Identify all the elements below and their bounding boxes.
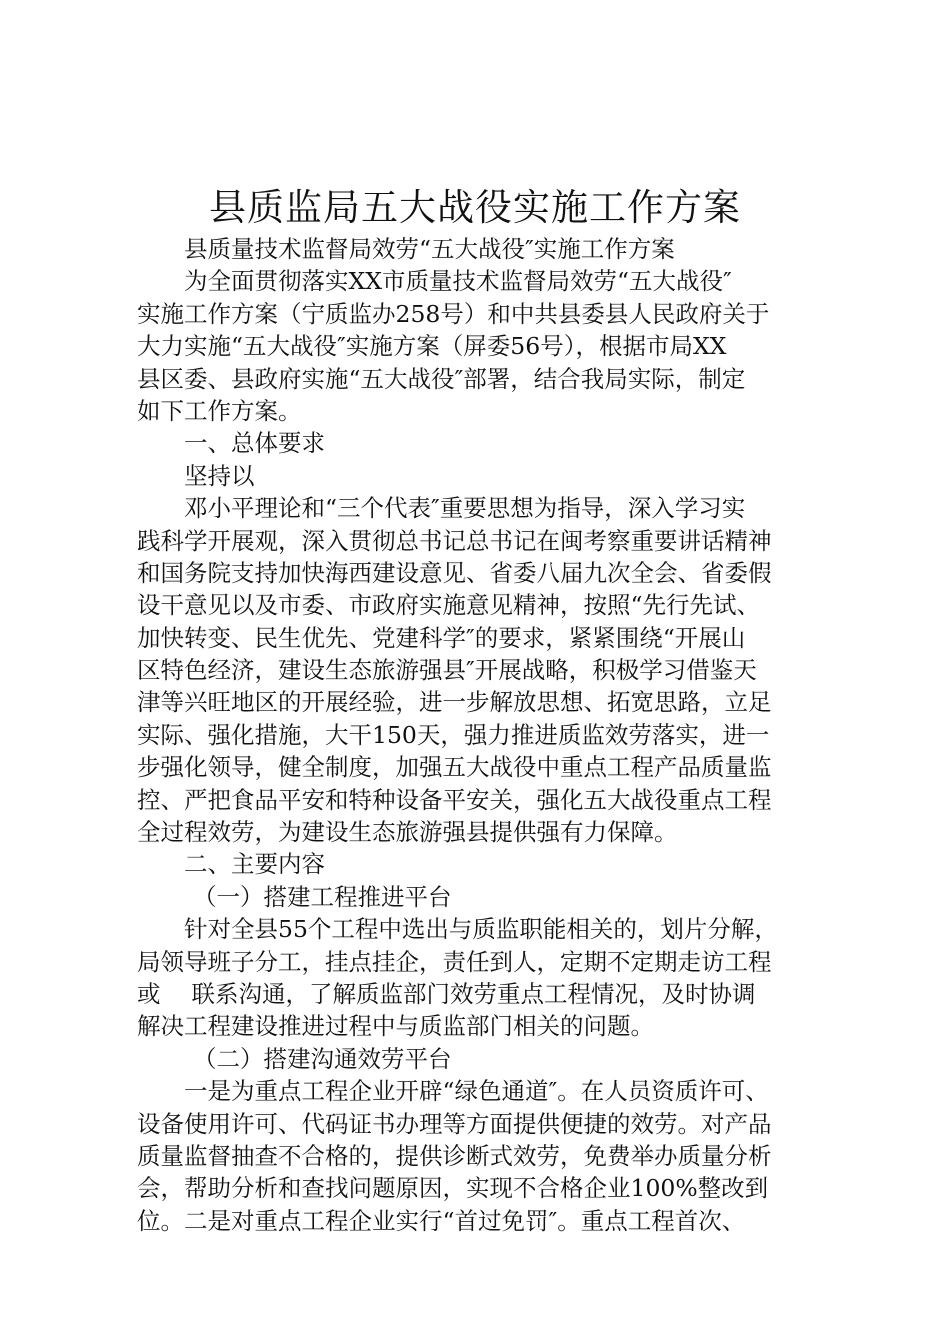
paragraph-line: 县质量技术监督局效劳“五大战役″实施工作方案 bbox=[184, 235, 675, 263]
subsection-heading: （一）搭建工程推进平台 bbox=[193, 882, 452, 911]
paragraph-line: 如下工作方案。 bbox=[137, 396, 302, 425]
paragraph-line: 坚持以 bbox=[184, 461, 255, 490]
paragraph-line: 加快转变、民生优先、党建科学″的要求，紧紧围绕“开展山 bbox=[137, 623, 746, 652]
paragraph-line: 践科学开展观，深入贯彻总书记总书记在闽考察重要讲话精神 bbox=[137, 526, 772, 555]
document-title: 县质监局五大战役实施工作方案 bbox=[209, 186, 741, 229]
paragraph-line: 区特色经济，建设生态旅游强县″开展战略，积极学习借鉴天 bbox=[137, 656, 757, 685]
paragraph-line: 或 联系沟通，了解质监部门效劳重点工程情况，及时协调 bbox=[137, 979, 756, 1008]
paragraph-line: 津等兴旺地区的开展经验，进一步解放思想、拓宽思路，立足 bbox=[137, 688, 772, 717]
paragraph-line: 县区委、县政府实施“五大战役″部署，结合我局实际，制定 bbox=[137, 364, 746, 393]
paragraph-line: 全过程效劳，为建设生态旅游强县提供强有力保障。 bbox=[137, 818, 678, 847]
paragraph-line: 为全面贯彻落实XX市质量技术监督局效劳“五大战役″ bbox=[184, 267, 732, 296]
document-body bbox=[137, 233, 837, 1237]
paragraph-line: 质量监督抽查不合格的，提供诊断式效劳，免费举办质量分析 bbox=[137, 1141, 772, 1170]
paragraph-line: 步强化领导，健全制度，加强五大战役中重点工程产品质量监 bbox=[137, 753, 772, 782]
paragraph-line: 大力实施“五大战役″实施方案（屏委56号），根据市局XX bbox=[137, 332, 727, 361]
section-heading: 一、总体要求 bbox=[184, 429, 325, 458]
paragraph-line: 针对全县55个工程中选出与质监职能相关的，划片分解， bbox=[184, 915, 778, 944]
paragraph-line: 和国务院支持加快海西建设意见、省委八届九次全会、省委假 bbox=[137, 558, 772, 587]
paragraph-line: 解决工程建设推进过程中与质监部门相关的问题。 bbox=[137, 1012, 654, 1041]
paragraph-line: 位。二是对重点工程企业实行“首过免罚″。重点工程首次、 bbox=[137, 1206, 746, 1235]
paragraph-line: 设干意见以及市委、市政府实施意见精神，按照“先行先试、 bbox=[137, 591, 761, 620]
section-heading: 二、主要内容 bbox=[184, 850, 325, 879]
paragraph-line: 设备使用许可、代码证书办理等方面提供便捷的效劳。对产品 bbox=[137, 1109, 772, 1138]
paragraph-line: 一是为重点工程企业开辟“绿色通道″。在人员资质许可、 bbox=[184, 1077, 769, 1106]
subsection-heading: （二）搭建沟通效劳平台 bbox=[193, 1044, 452, 1073]
paragraph-line: 局领导班子分工，挂点挂企，责任到人，定期不定期走访工程 bbox=[137, 947, 772, 976]
paragraph-line: 实际、强化措施，大干150天，强力推进质监效劳落实，进一 bbox=[137, 720, 770, 749]
paragraph-line: 实施工作方案（宁质监办258号）和中共县委县人民政府关于 bbox=[137, 299, 770, 328]
paragraph-line: 邓小平理论和“三个代表″重要思想为指导，深入学习实 bbox=[184, 494, 746, 523]
paragraph-line: 控、严把食品平安和特种设备平安关，强化五大战役重点工程 bbox=[137, 785, 772, 814]
paragraph-line: 会，帮助分析和查找问题原因，实现不合格企业100%整改到 bbox=[137, 1174, 769, 1203]
